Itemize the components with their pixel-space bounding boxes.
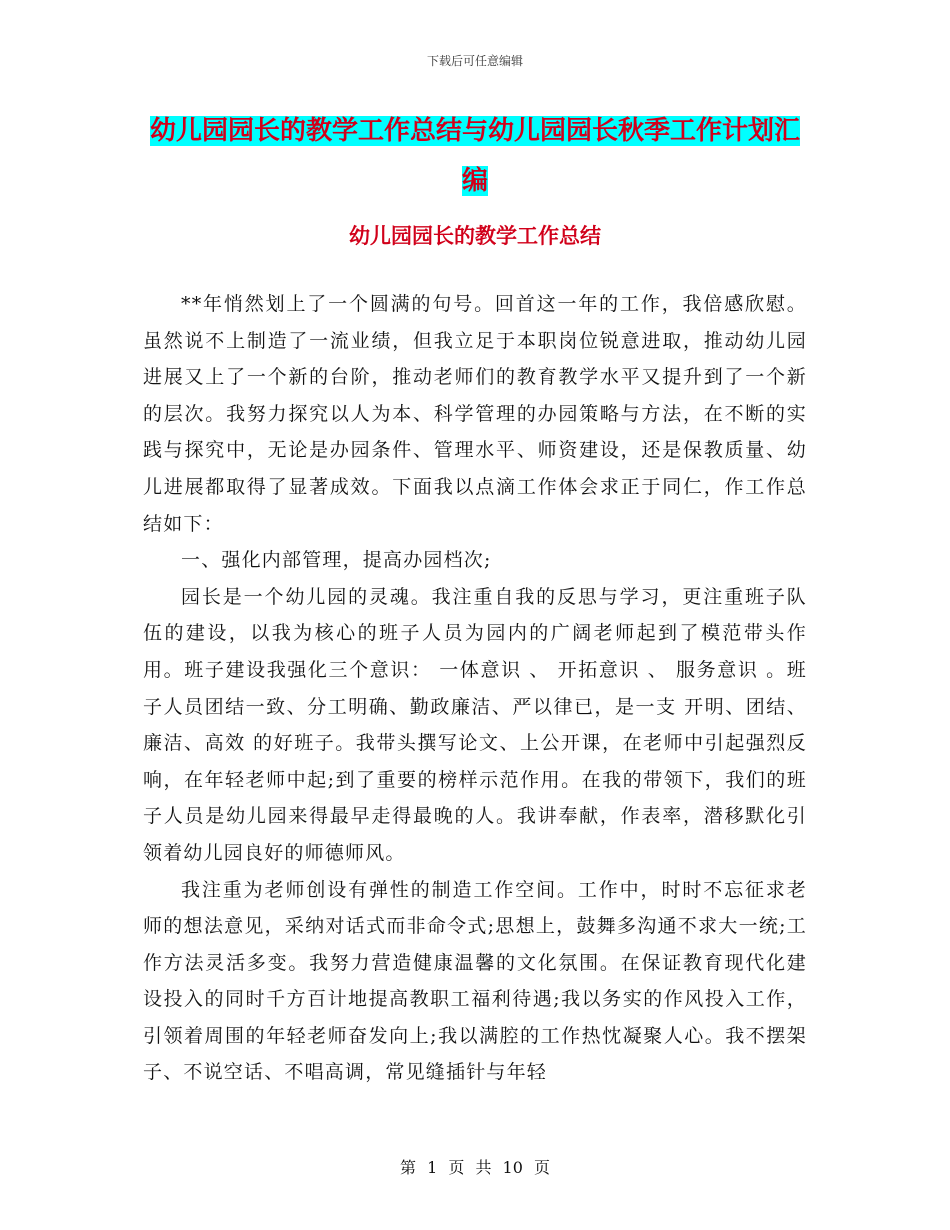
paragraph-2: 一、强化内部管理，提高办园档次; [181, 549, 492, 572]
document-body [143, 286, 807, 1091]
paragraph-4: 我注重为老师创设有弹性的制造工作空间。工作中，时时不忘征求老师的想法意见，采纳对话式而非命令式;思想上，鼓舞多沟通不求大一统;工作方法灵活多变。我努力营造健康温馨的文化氛围。在保证教育现代化建设投入的同时千方百计地提高教职工福利待遇;我以务实的作风投入工作，引领着周围的年轻老师奋发向上;我以满腔的工作热忱凝聚人心。我不摆架子、不说空话、不唱高调，常见缝插针与年轻 [143, 878, 807, 1084]
page-header-note: 下载后可任意编辑 [426, 54, 523, 68]
section-title: 幼儿园园长的教学工作总结 [349, 224, 601, 248]
document-title-highlight: 幼儿园园长的教学工作总结与幼儿园园长秋季工作计划汇编 [149, 116, 800, 196]
paragraph-3: 园长是一个幼儿园的灵魂。我注重自我的反思与学习，更注重班子队伍的建设，以我为核心的班子人员为园内的广阔老师起到了模范带头作用。班子建设我强化三个意识： 一体意识 、 开拓意识 、 服务意识 。班子人员团结一致、分工明确、勤政廉洁、严以律已，是一支 开明、团结、廉洁、高效 的好班子。我带头撰写论文、上公开课，在老师中引起强烈反响，在年轻老师中起;到了重要的榜样示范作用。在我的带领下，我们的班子人员是幼儿园来得最早走得最晚的人。我讲奉献，作表率，潜移默化引领着幼儿园良好的师德师风。 [143, 585, 807, 864]
paragraph-1: **年悄然划上了一个圆满的句号。回首这一年的工作，我倍感欣慰。虽然说不上制造了一流业绩，但我立足于本职岗位锐意进取，推动幼儿园进展又上了一个新的台阶，推动老师们的教育教学水平又提升到了一个新的层次。我努力探究以人为本、科学管理的办园策略与方法，在不断的实践与探究中，无论是办园条件、管理水平、师资建设，还是保教质量、幼儿进展都取得了显著成效。下面我以点滴工作体会求正于同仁，作工作总结如下： [143, 293, 807, 535]
page-footer: 第 1 页 共 10 页 [400, 1158, 550, 1177]
document-title [140, 106, 810, 206]
